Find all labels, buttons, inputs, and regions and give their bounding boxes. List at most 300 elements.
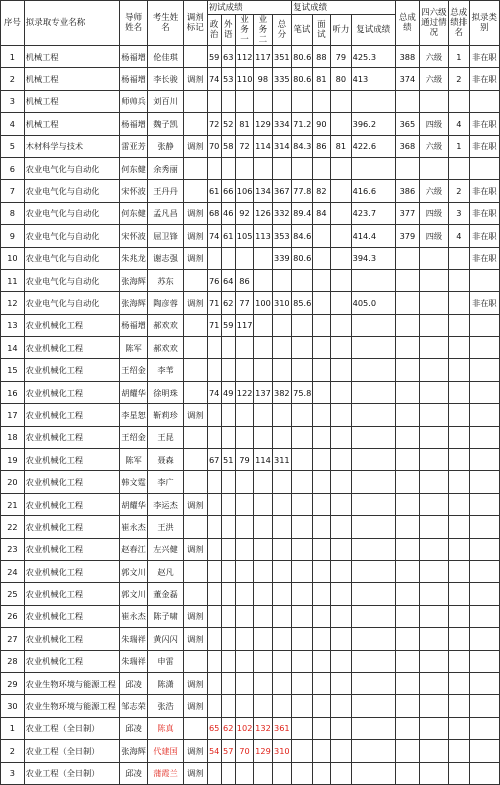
cell-course1: 79: [235, 449, 253, 471]
cell-politics: [207, 247, 221, 269]
cell-interview: [312, 583, 330, 605]
cell-course1: 102: [235, 717, 253, 739]
cell-retest-score: 413: [351, 68, 395, 90]
cell-overall: [396, 359, 420, 381]
cell-rank: [449, 247, 470, 269]
cell-foreign: [221, 337, 235, 359]
cell-retest-score: [351, 471, 395, 493]
cell-course2: [254, 314, 272, 336]
cell-written: [292, 717, 313, 739]
cell-overall: [396, 650, 420, 672]
cell-supervisor: 李星恕: [120, 404, 148, 426]
cell-cet: [419, 740, 448, 762]
cell-written: [292, 672, 313, 694]
cell-retest-score: 405.0: [351, 292, 395, 314]
cell-course1: [235, 404, 253, 426]
cell-rank: [449, 90, 470, 112]
cell-overall: [396, 672, 420, 694]
cell-student: 靳莉珍: [148, 404, 184, 426]
cell-cet: [419, 292, 448, 314]
cell-politics: [207, 695, 221, 717]
cell-politics: [207, 516, 221, 538]
cell-overall: [396, 381, 420, 403]
cell-course2: [254, 471, 272, 493]
cell-interview: [312, 449, 330, 471]
cell-adjust: [183, 113, 207, 135]
cell-course1: [235, 471, 253, 493]
cell-overall: [396, 762, 420, 784]
cell-seq: 9: [1, 225, 25, 247]
cell-category: [469, 628, 499, 650]
cell-category: 非在职: [469, 247, 499, 269]
cell-rank: [449, 762, 470, 784]
cell-written: [292, 740, 313, 762]
cell-politics: [207, 538, 221, 560]
cell-foreign: 62: [221, 292, 235, 314]
cell-interview: [312, 90, 330, 112]
cell-politics: 59: [207, 46, 221, 68]
cell-supervisor: 胡耀华: [120, 493, 148, 515]
cell-student: 王洪: [148, 516, 184, 538]
cell-student: 王昆: [148, 426, 184, 448]
table-row: [1, 538, 500, 560]
cell-retest-score: [351, 90, 395, 112]
cell-student: 孟凡昌: [148, 202, 184, 224]
cell-cet: [419, 449, 448, 471]
cell-category: [469, 314, 499, 336]
cell-major: 农业电气化与自动化: [24, 202, 119, 224]
cell-course2: [254, 404, 272, 426]
cell-seq: 16: [1, 381, 25, 403]
cell-written: [292, 650, 313, 672]
cell-total: 332: [272, 202, 292, 224]
cell-total: [272, 538, 292, 560]
cell-written: 75.8: [292, 381, 313, 403]
table-row: [1, 762, 500, 784]
cell-course1: 81: [235, 113, 253, 135]
cell-foreign: [221, 493, 235, 515]
cell-interview: 84: [312, 202, 330, 224]
table-row: [1, 90, 500, 112]
header-retest-group: 复试成绩: [292, 1, 396, 15]
cell-politics: 68: [207, 202, 221, 224]
cell-rank: [449, 157, 470, 179]
cell-politics: [207, 90, 221, 112]
cell-total: [272, 560, 292, 582]
cell-politics: 70: [207, 135, 221, 157]
cell-supervisor: 何东健: [120, 202, 148, 224]
cell-adjust: 调剂: [183, 135, 207, 157]
cell-listening: [331, 516, 352, 538]
cell-written: 84.3: [292, 135, 313, 157]
cell-rank: [449, 292, 470, 314]
table-row: [1, 650, 500, 672]
cell-adjust: [183, 337, 207, 359]
cell-student: 蒲霞兰: [148, 762, 184, 784]
cell-student: 申雷: [148, 650, 184, 672]
cell-politics: 54: [207, 740, 221, 762]
cell-major: 机械工程: [24, 68, 119, 90]
cell-course2: 113: [254, 225, 272, 247]
cell-course1: 105: [235, 225, 253, 247]
cell-supervisor: 张海辉: [120, 292, 148, 314]
cell-overall: [396, 449, 420, 471]
cell-interview: [312, 337, 330, 359]
cell-rank: [449, 404, 470, 426]
cell-listening: [331, 650, 352, 672]
cell-written: [292, 493, 313, 515]
cell-adjust: 调剂: [183, 672, 207, 694]
cell-written: [292, 359, 313, 381]
cell-rank: [449, 650, 470, 672]
cell-major: 农业机械化工程: [24, 471, 119, 493]
cell-adjust: 调剂: [183, 68, 207, 90]
cell-course1: [235, 628, 253, 650]
cell-politics: [207, 471, 221, 493]
cell-major: 农业工程（全日制）: [24, 740, 119, 762]
cell-listening: [331, 90, 352, 112]
cell-cet: [419, 359, 448, 381]
cell-supervisor: 朱瑞祥: [120, 650, 148, 672]
cell-supervisor: 师帅兵: [120, 90, 148, 112]
cell-overall: [396, 695, 420, 717]
cell-category: 非在职: [469, 292, 499, 314]
cell-overall: [396, 628, 420, 650]
cell-overall: 388: [396, 46, 420, 68]
cell-listening: [331, 157, 352, 179]
cell-supervisor: 郭文川: [120, 583, 148, 605]
cell-listening: [331, 180, 352, 202]
cell-supervisor: 胡耀华: [120, 381, 148, 403]
cell-student: 李苇: [148, 359, 184, 381]
cell-interview: [312, 292, 330, 314]
cell-student: 赵凡: [148, 560, 184, 582]
cell-adjust: 调剂: [183, 493, 207, 515]
cell-category: 非在职: [469, 225, 499, 247]
cell-rank: [449, 560, 470, 582]
header-course2: 业务二: [254, 15, 272, 46]
cell-retest-score: [351, 449, 395, 471]
cell-cet: [419, 628, 448, 650]
cell-listening: [331, 471, 352, 493]
cell-student: 余秀丽: [148, 157, 184, 179]
cell-supervisor: 王绍金: [120, 426, 148, 448]
cell-retest-score: 394.3: [351, 247, 395, 269]
cell-seq: 29: [1, 672, 25, 694]
cell-course2: [254, 538, 272, 560]
header-row: [1, 1, 500, 15]
cell-overall: [396, 292, 420, 314]
cell-overall: 368: [396, 135, 420, 157]
cell-seq: 21: [1, 493, 25, 515]
cell-written: [292, 605, 313, 627]
cell-seq: 22: [1, 516, 25, 538]
header-student: 考生姓名: [148, 1, 184, 46]
cell-retest-score: [351, 404, 395, 426]
cell-foreign: [221, 628, 235, 650]
cell-student: 谢志强: [148, 247, 184, 269]
cell-written: 85.6: [292, 292, 313, 314]
cell-cet: [419, 314, 448, 336]
cell-course1: [235, 426, 253, 448]
cell-written: 80.6: [292, 247, 313, 269]
cell-total: 311: [272, 449, 292, 471]
cell-course2: 129: [254, 113, 272, 135]
cell-retest-score: [351, 762, 395, 784]
cell-retest-score: [351, 672, 395, 694]
cell-foreign: 57: [221, 740, 235, 762]
cell-supervisor: 雷亚芳: [120, 135, 148, 157]
table-row: [1, 269, 500, 291]
cell-seq: 11: [1, 269, 25, 291]
cell-retest-score: [351, 269, 395, 291]
cell-major: 农业电气化与自动化: [24, 247, 119, 269]
cell-course2: 98: [254, 68, 272, 90]
cell-student: 徐明珠: [148, 381, 184, 403]
cell-cet: 六级: [419, 135, 448, 157]
cell-total: 314: [272, 135, 292, 157]
cell-category: [469, 516, 499, 538]
cell-major: 农业机械化工程: [24, 449, 119, 471]
cell-foreign: [221, 247, 235, 269]
cell-student: 陈潇: [148, 672, 184, 694]
cell-major: 农业机械化工程: [24, 650, 119, 672]
cell-course2: [254, 672, 272, 694]
cell-retest-score: [351, 337, 395, 359]
cell-category: [469, 269, 499, 291]
table-row: [1, 113, 500, 135]
cell-politics: 65: [207, 717, 221, 739]
cell-course2: [254, 426, 272, 448]
cell-total: 310: [272, 740, 292, 762]
cell-listening: [331, 292, 352, 314]
cell-listening: [331, 337, 352, 359]
cell-overall: [396, 269, 420, 291]
cell-supervisor: 朱兆龙: [120, 247, 148, 269]
cell-course2: [254, 157, 272, 179]
cell-written: 89.4: [292, 202, 313, 224]
cell-total: 351: [272, 46, 292, 68]
cell-foreign: [221, 516, 235, 538]
header-course1: 业务一: [235, 15, 253, 46]
cell-cet: [419, 672, 448, 694]
header-retest-score: 复试成绩: [351, 15, 395, 46]
table-row: [1, 583, 500, 605]
cell-adjust: [183, 381, 207, 403]
table-row: [1, 381, 500, 403]
cell-listening: [331, 269, 352, 291]
cell-written: 84.6: [292, 225, 313, 247]
cell-seq: 28: [1, 650, 25, 672]
cell-category: 非在职: [469, 202, 499, 224]
cell-course2: [254, 650, 272, 672]
cell-seq: 24: [1, 560, 25, 582]
cell-supervisor: 郭文川: [120, 560, 148, 582]
cell-adjust: [183, 426, 207, 448]
cell-seq: 20: [1, 471, 25, 493]
cell-foreign: 58: [221, 135, 235, 157]
cell-student: 董金磊: [148, 583, 184, 605]
cell-seq: 2: [1, 68, 25, 90]
cell-supervisor: 赵春江: [120, 538, 148, 560]
cell-listening: [331, 426, 352, 448]
header-seq: 序号: [1, 1, 25, 46]
cell-course1: 112: [235, 46, 253, 68]
cell-course2: [254, 762, 272, 784]
cell-course2: 132: [254, 717, 272, 739]
table-row: [1, 337, 500, 359]
cell-seq: 17: [1, 404, 25, 426]
cell-foreign: [221, 359, 235, 381]
cell-seq: 6: [1, 157, 25, 179]
cell-rank: 4: [449, 113, 470, 135]
cell-supervisor: 陈军: [120, 449, 148, 471]
cell-total: [272, 471, 292, 493]
cell-rank: [449, 359, 470, 381]
cell-written: [292, 90, 313, 112]
cell-politics: 74: [207, 68, 221, 90]
table-row: [1, 493, 500, 515]
cell-politics: [207, 337, 221, 359]
cell-overall: [396, 740, 420, 762]
cell-course2: 137: [254, 381, 272, 403]
cell-cet: [419, 560, 448, 582]
header-supervisor: 导师姓名: [120, 1, 148, 46]
cell-adjust: 调剂: [183, 225, 207, 247]
cell-retest-score: [351, 605, 395, 627]
cell-cet: [419, 695, 448, 717]
cell-overall: [396, 404, 420, 426]
header-total: 总分: [272, 15, 292, 46]
cell-course2: [254, 628, 272, 650]
cell-supervisor: 杨福增: [120, 314, 148, 336]
cell-student: 李长骏: [148, 68, 184, 90]
cell-listening: [331, 560, 352, 582]
cell-listening: [331, 449, 352, 471]
cell-course2: [254, 605, 272, 627]
cell-adjust: [183, 471, 207, 493]
cell-cet: [419, 762, 448, 784]
cell-category: 非在职: [469, 113, 499, 135]
cell-listening: 80: [331, 68, 352, 90]
cell-course2: [254, 359, 272, 381]
cell-overall: [396, 560, 420, 582]
cell-major: 农业生物环境与能源工程: [24, 695, 119, 717]
table-row: [1, 359, 500, 381]
cell-category: [469, 471, 499, 493]
cell-rank: 2: [449, 68, 470, 90]
cell-category: [469, 381, 499, 403]
cell-politics: [207, 426, 221, 448]
cell-listening: [331, 359, 352, 381]
cell-major: 农业机械化工程: [24, 516, 119, 538]
table-row: [1, 68, 500, 90]
cell-overall: [396, 717, 420, 739]
cell-foreign: [221, 695, 235, 717]
cell-total: [272, 314, 292, 336]
cell-listening: [331, 202, 352, 224]
cell-cet: [419, 269, 448, 291]
cell-retest-score: [351, 359, 395, 381]
cell-adjust: [183, 516, 207, 538]
cell-listening: 81: [331, 135, 352, 157]
cell-adjust: [183, 560, 207, 582]
cell-category: 非在职: [469, 135, 499, 157]
cell-seq: 12: [1, 292, 25, 314]
cell-retest-score: [351, 314, 395, 336]
cell-adjust: [183, 359, 207, 381]
cell-course1: 70: [235, 740, 253, 762]
cell-rank: [449, 628, 470, 650]
cell-course1: 72: [235, 135, 253, 157]
table-row: [1, 426, 500, 448]
cell-adjust: [183, 90, 207, 112]
cell-course1: [235, 762, 253, 784]
cell-cet: [419, 404, 448, 426]
cell-category: [469, 762, 499, 784]
cell-politics: 67: [207, 449, 221, 471]
cell-course2: [254, 516, 272, 538]
cell-course2: [254, 583, 272, 605]
cell-written: [292, 762, 313, 784]
table-row: [1, 740, 500, 762]
cell-retest-score: [351, 426, 395, 448]
cell-listening: [331, 583, 352, 605]
cell-overall: 365: [396, 113, 420, 135]
cell-politics: [207, 493, 221, 515]
cell-interview: [312, 717, 330, 739]
cell-total: 335: [272, 68, 292, 90]
cell-foreign: 66: [221, 180, 235, 202]
cell-supervisor: 邱凌: [120, 717, 148, 739]
cell-written: [292, 404, 313, 426]
table-row: [1, 516, 500, 538]
table-row: [1, 46, 500, 68]
cell-foreign: [221, 426, 235, 448]
cell-listening: [331, 225, 352, 247]
cell-listening: [331, 672, 352, 694]
cell-course1: 106: [235, 180, 253, 202]
cell-overall: 386: [396, 180, 420, 202]
cell-total: [272, 157, 292, 179]
cell-student: 陈子啸: [148, 605, 184, 627]
cell-listening: [331, 717, 352, 739]
cell-category: [469, 605, 499, 627]
cell-supervisor: 张海辉: [120, 269, 148, 291]
header-cet: 四六级通过情况: [419, 1, 448, 46]
cell-written: [292, 516, 313, 538]
cell-course1: [235, 695, 253, 717]
cell-total: [272, 672, 292, 694]
cell-rank: [449, 471, 470, 493]
cell-supervisor: 杨福增: [120, 113, 148, 135]
cell-foreign: [221, 404, 235, 426]
cell-major: 农业机械化工程: [24, 404, 119, 426]
cell-category: [469, 493, 499, 515]
table-row: [1, 560, 500, 582]
cell-adjust: 调剂: [183, 292, 207, 314]
cell-major: 农业电气化与自动化: [24, 269, 119, 291]
cell-course1: [235, 560, 253, 582]
cell-course2: [254, 337, 272, 359]
table-row: [1, 225, 500, 247]
cell-total: 334: [272, 113, 292, 135]
cell-interview: [312, 404, 330, 426]
cell-total: [272, 695, 292, 717]
table-row: [1, 695, 500, 717]
cell-rank: [449, 314, 470, 336]
cell-written: [292, 628, 313, 650]
